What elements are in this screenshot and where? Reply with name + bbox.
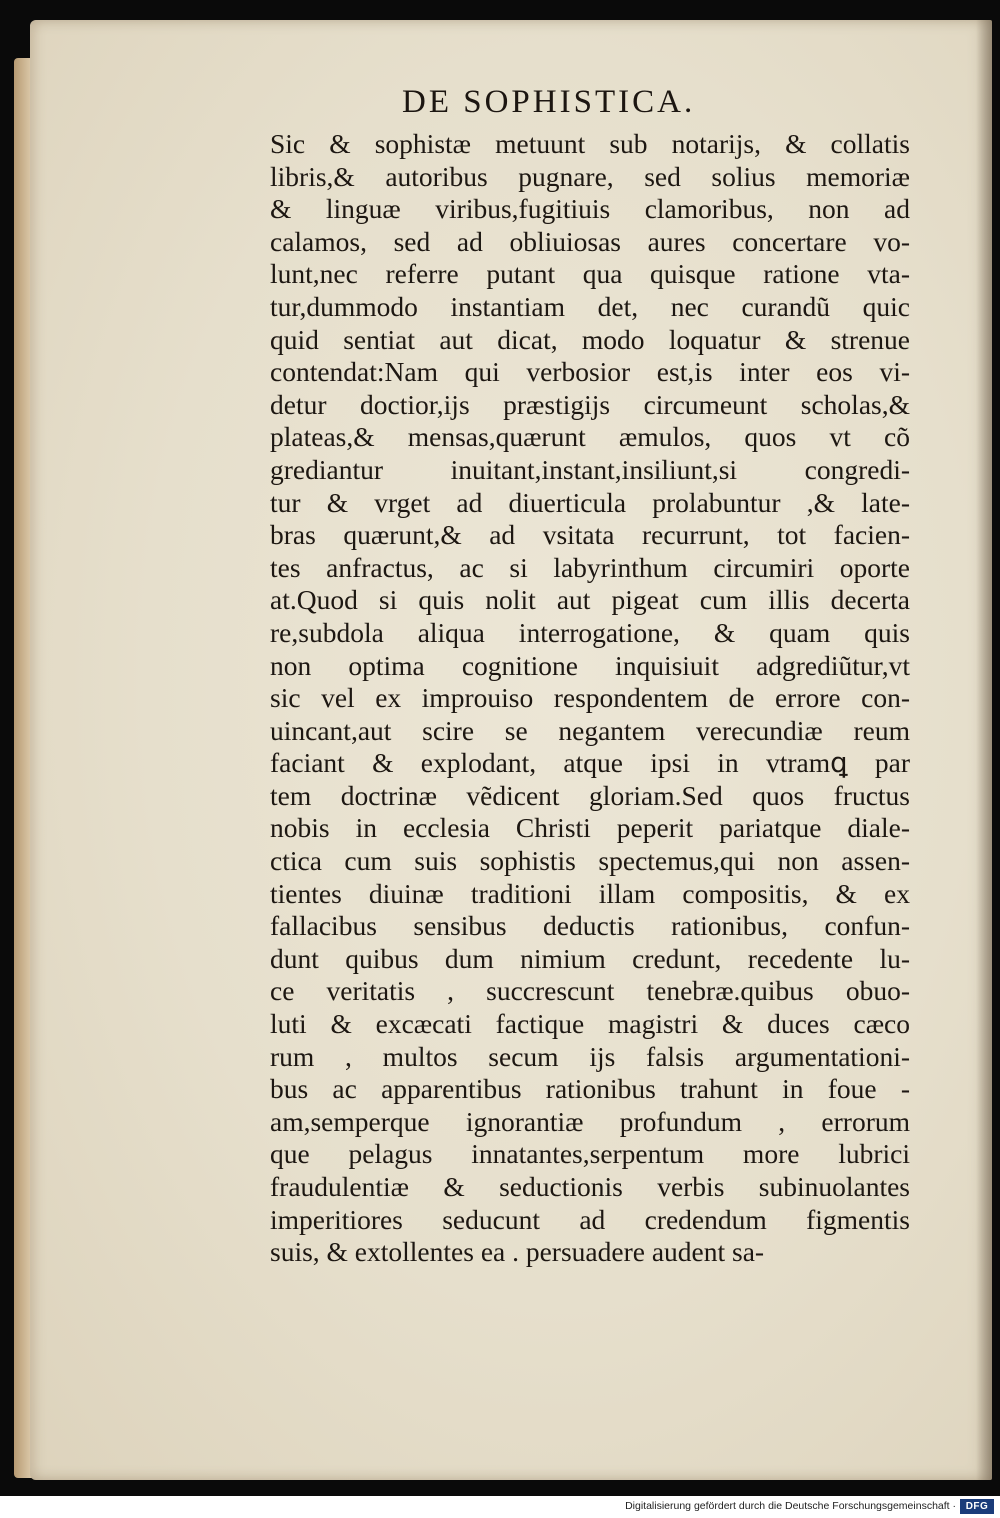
text-line: plateas,& mensas,quærunt æmulos, quos vt cõ xyxy=(270,421,910,453)
text-line: bus ac apparentibus rationibus trahunt in foue - xyxy=(270,1073,910,1105)
body-text xyxy=(270,128,910,1269)
running-head: DE SOPHISTICA. xyxy=(402,84,696,120)
funding-credit: Digitalisierung gefördert durch die Deutsche Forschungsgemeinschaft · xyxy=(625,1500,956,1512)
text-line: sic vel ex improuiso respondentem de errore con- xyxy=(270,682,910,714)
text-line: grediantur inuitant,instant,insiliunt,si congredi- xyxy=(270,453,910,485)
text-line: dunt quibus dum nimium credunt, recedente lu- xyxy=(270,942,910,974)
text-line: nobis in ecclesia Christi peperit pariatque diale- xyxy=(270,812,910,844)
text-line: tem doctrinæ vẽdicent gloriam.Sed quos fructus xyxy=(270,779,910,811)
text-line: contendat:Nam qui verbosior est,is inter eos vi- xyxy=(270,356,910,388)
text-line: tes anfractus, ac si labyrinthum circumiri oporte xyxy=(270,551,910,583)
footer-bar xyxy=(0,1496,1000,1518)
text-line: fallacibus sensibus deductis rationibus, confun- xyxy=(270,910,910,942)
text-line: tur & vrget ad diuerticula prolabuntur ,& late- xyxy=(270,486,910,518)
text-line: lunt,nec referre putant qua quisque ratione vta- xyxy=(270,258,910,290)
text-line: suis, & extollentes ea . persuadere audent sa- xyxy=(270,1236,765,1268)
text-line: libris,& autoribus pugnare, sed solius memoriæ xyxy=(270,160,910,192)
dfg-logo-icon: DFG xyxy=(960,1499,994,1514)
text-line: imperitiores seducunt ad credendum figmentis xyxy=(270,1203,910,1235)
text-line: at.Quod si quis nolit aut pigeat cum illis decerta xyxy=(270,584,910,616)
text-line: tientes diuinæ traditioni illam compositis, & ex xyxy=(270,877,910,909)
text-line: quid sentiat aut dicat, modo loquatur & strenue xyxy=(270,323,910,355)
text-line: rum , multos secum ijs falsis argumentationi- xyxy=(270,1040,910,1072)
text-line: luti & excæcati factique magistri & duces cæco xyxy=(270,1008,910,1040)
text-line: tur,dummodo instantiam det, nec curandũ quic xyxy=(270,290,910,322)
text-line: detur doctior,ijs præstigijs circumeunt scholas,& xyxy=(270,388,910,420)
text-line: fraudulentiæ & seductionis verbis subinuolantes xyxy=(270,1171,910,1202)
text-line: bras quærunt,& ad vsitata recurrunt, tot facien- xyxy=(270,519,910,551)
text-line: ctica cum suis sophistis spectemus,qui non assen- xyxy=(270,845,910,877)
text-line: uincant,aut scire se negantem verecundiæ reum xyxy=(270,714,910,746)
text-line: calamos, sed ad obliuiosas aures concertare vo- xyxy=(270,225,910,257)
text-line: Sic & sophistæ metuunt sub notarijs, & collatis xyxy=(270,128,910,159)
text-line: que pelagus innatantes,serpentum more lubrici xyxy=(270,1138,910,1170)
text-line: re,subdola aliqua interrogatione, & quam quis xyxy=(270,616,910,648)
text-line: faciant & explodant, atque ipsi in vtramꝗ par xyxy=(270,747,910,779)
text-line: am,semperque ignorantiæ profundum , errorum xyxy=(270,1105,910,1137)
text-line: ce veritatis , succrescunt tenebræ.quibus obuo- xyxy=(270,975,910,1007)
text-line: non optima cognitione inquisiuit adgrediũtur,vt xyxy=(270,649,910,681)
page-gutter-shadow xyxy=(976,20,992,1480)
text-line: & linguæ viribus,fugitiuis clamoribus, non ad xyxy=(270,193,910,225)
